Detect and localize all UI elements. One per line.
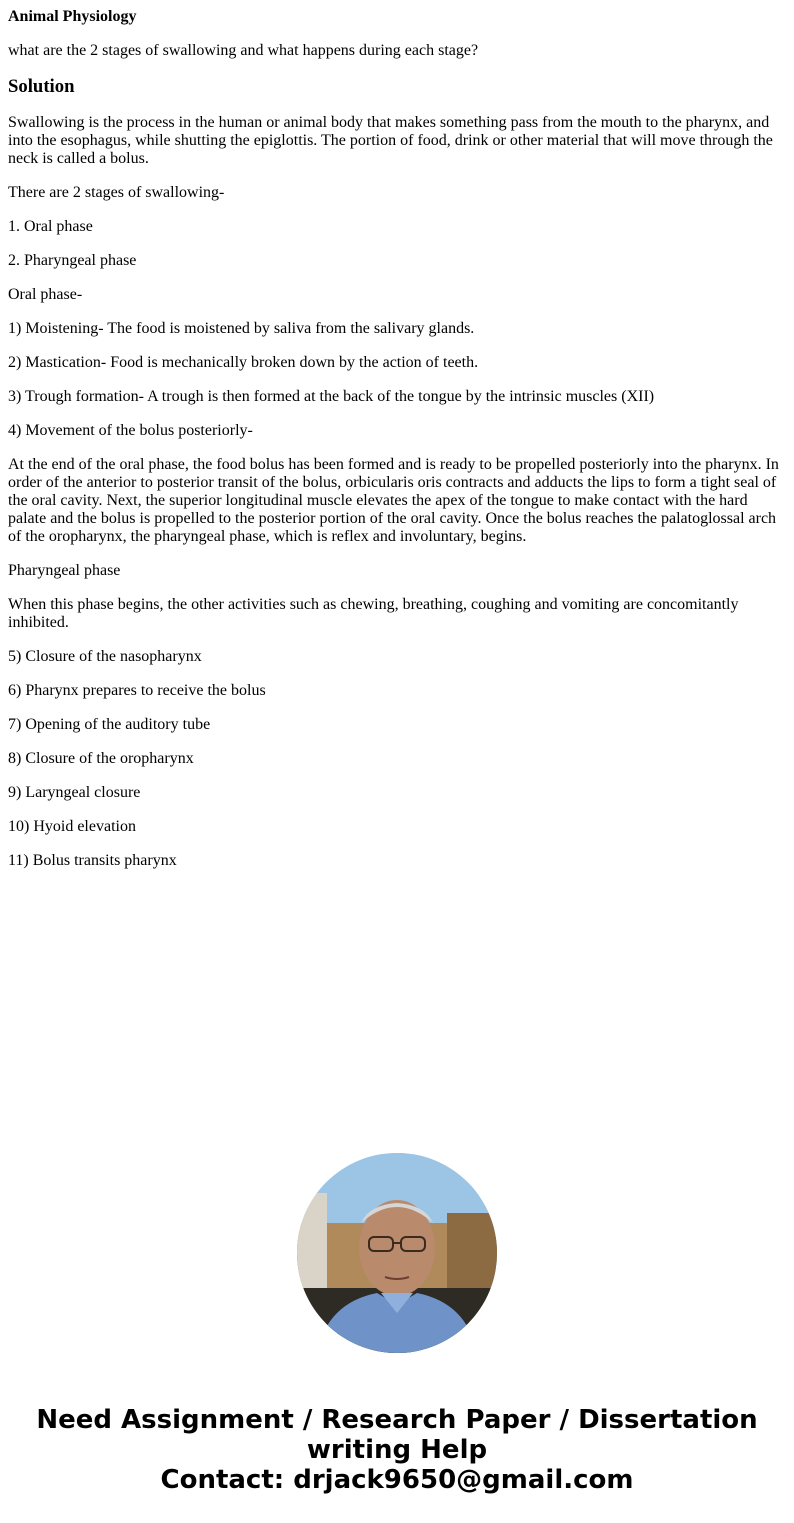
paragraph: 6) Pharynx prepares to receive the bolus	[8, 682, 266, 699]
paragraph: 7) Opening of the auditory tube	[8, 716, 211, 733]
paragraph: 2. Pharyngeal phase	[8, 252, 137, 269]
paragraph: 3) Trough formation- A trough is then formed at the back of the tongue by the intrinsic muscles (XII)	[8, 388, 655, 405]
paragraph: At the end of the oral phase, the food bolus has been formed and is ready to be propelled posteriorly into the pharynx. In order of the anterior to posterior transit of the bolus, orbicularis oris contracts and adducts the lips to form a tight seal of the oral cavity. Next, the superior longitudinal muscle elevates the apex of the tongue to make contact with the hard palate and the bolus is propelled to the posterior portion of the oral cavity. Once the bolus reaches the palatoglossal arch of the oropharynx, the pharyngeal phase, which is reflex and involuntary, begins.	[8, 456, 779, 545]
author-portrait-icon	[297, 1153, 497, 1353]
author-avatar	[297, 1153, 497, 1353]
promo-line: writing Help	[306, 1435, 488, 1465]
paragraph: 1) Moistening- The food is moistened by saliva from the salivary glands.	[8, 320, 475, 337]
paragraph: Swallowing is the process in the human or animal body that makes something pass from the mouth to the pharynx, and into the esophagus, while shutting the epiglottis. The portion of food, drink or other material that will move through the neck is called a bolus.	[8, 114, 773, 167]
paragraph: When this phase begins, the other activities such as chewing, breathing, coughing and vomiting are concomitantly inhibited.	[8, 596, 739, 631]
paragraph: 4) Movement of the bolus posteriorly-	[8, 422, 253, 439]
paragraph: 11) Bolus transits pharynx	[8, 852, 177, 869]
paragraph: 1. Oral phase	[8, 218, 93, 235]
promo-footer	[0, 1153, 794, 1495]
paragraph: Pharyngeal phase	[8, 562, 121, 579]
promo-text	[0, 1405, 794, 1495]
paragraph: 5) Closure of the nasopharynx	[8, 648, 202, 665]
paragraph: Oral phase-	[8, 286, 83, 303]
paragraph: 2) Mastication- Food is mechanically broken down by the action of teeth.	[8, 354, 479, 371]
question-text: what are the 2 stages of swallowing and what happens during each stage?	[8, 42, 479, 59]
contact-line: Contact: drjack9650@gmail.com	[160, 1465, 634, 1495]
paragraph: There are 2 stages of swallowing-	[8, 184, 225, 201]
subject-title: Animal Physiology	[8, 8, 137, 25]
paragraph: 10) Hyoid elevation	[8, 818, 136, 835]
paragraph: 8) Closure of the oropharynx	[8, 750, 194, 767]
paragraph: 9) Laryngeal closure	[8, 784, 141, 801]
promo-line: Need Assignment / Research Paper / Dissertation	[36, 1405, 758, 1435]
solution-heading: Solution	[8, 76, 75, 97]
